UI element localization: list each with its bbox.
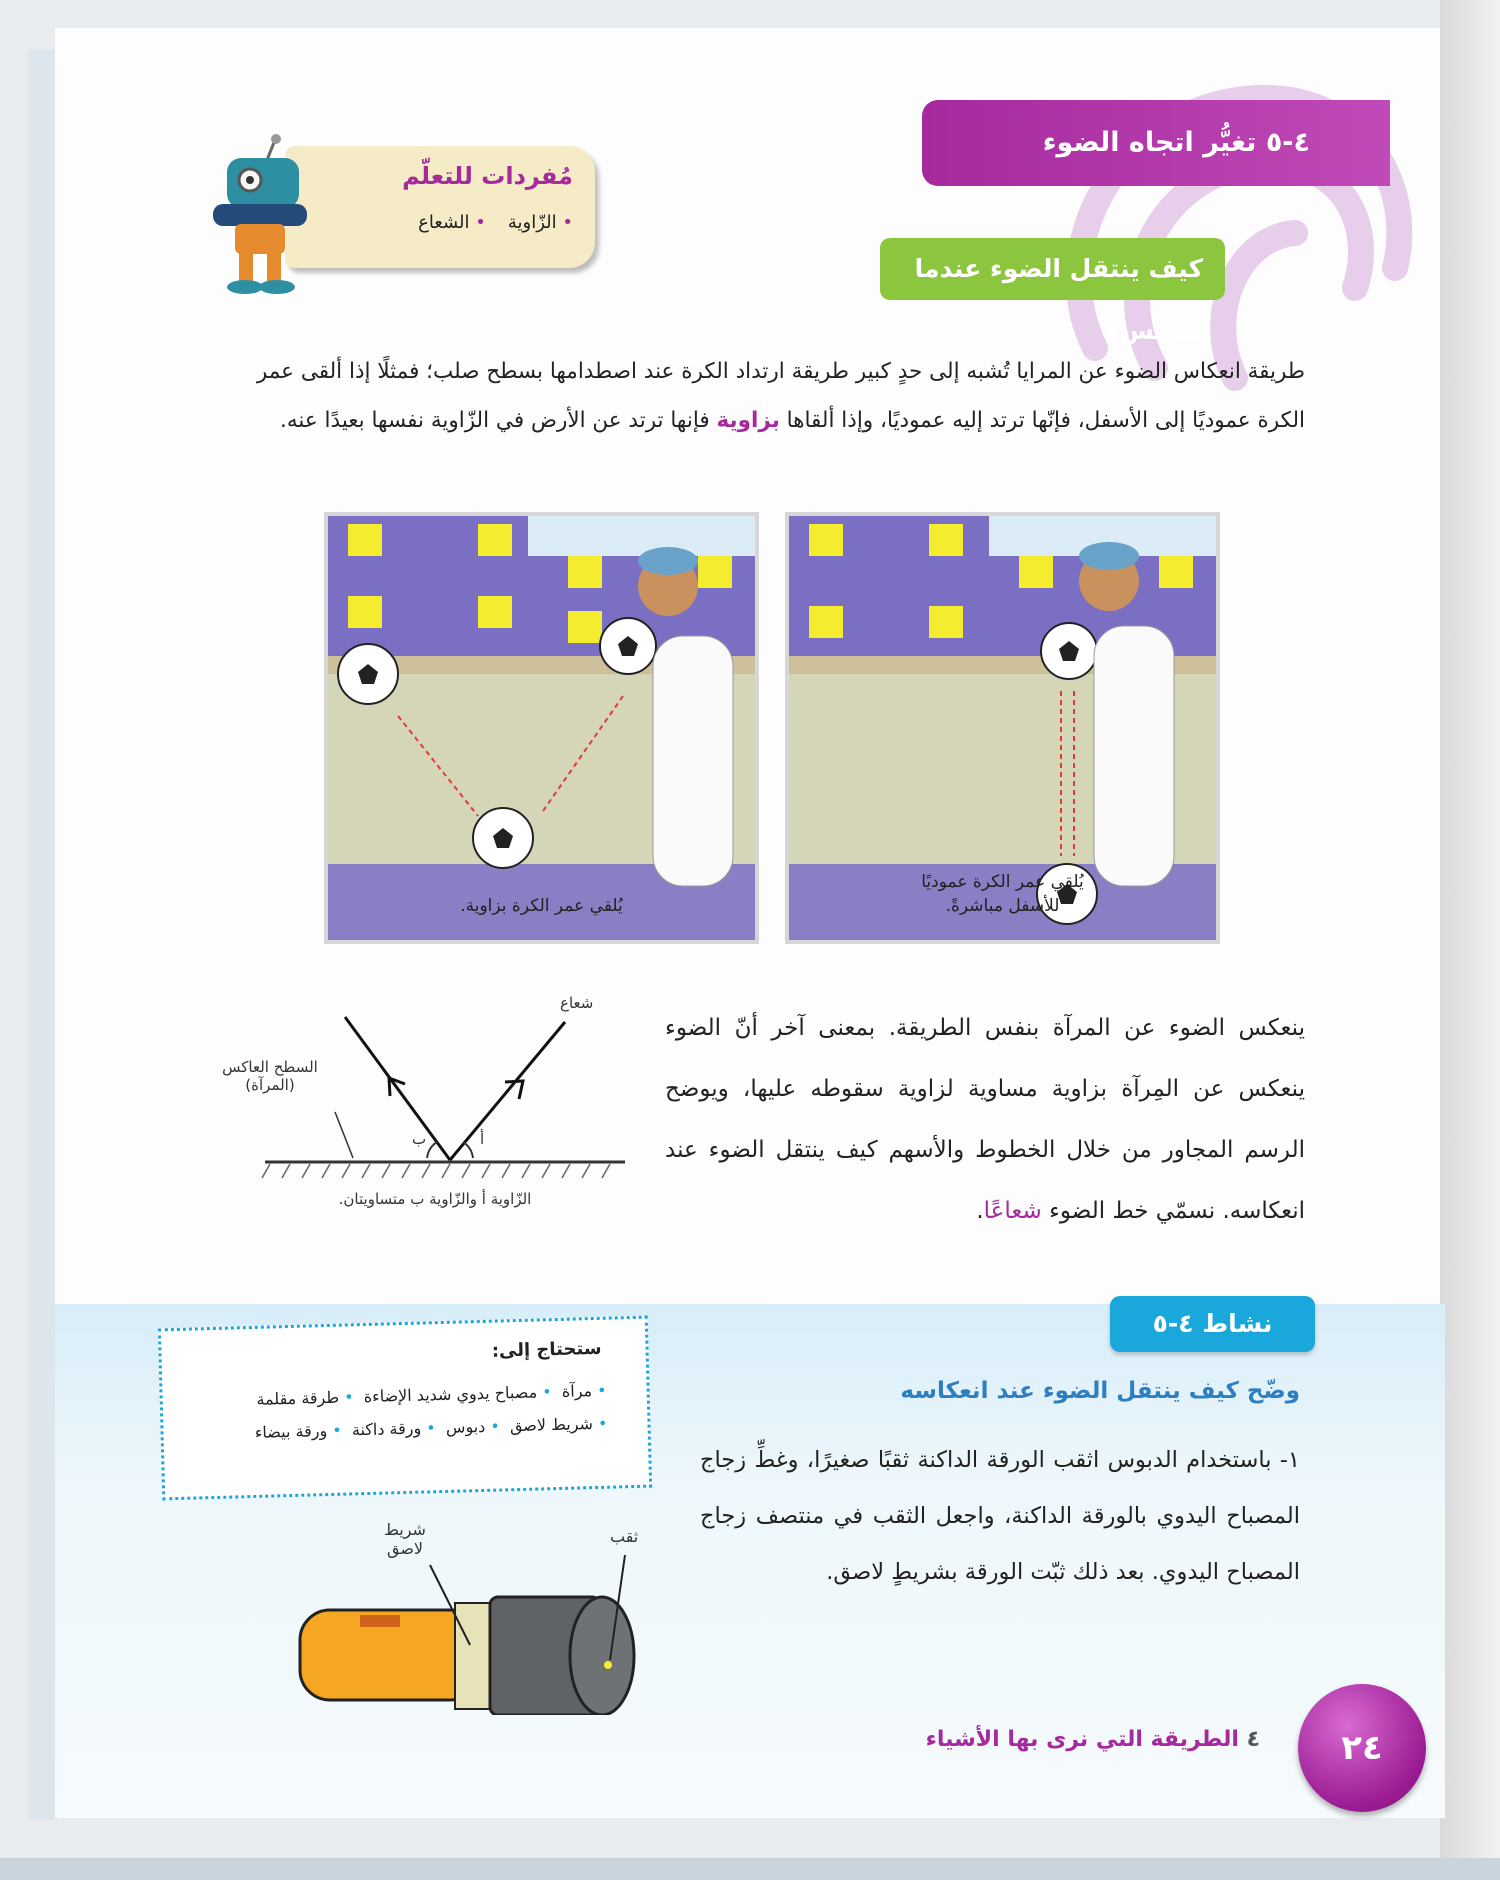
page-edge xyxy=(28,50,58,1820)
materials-list xyxy=(196,1374,608,1451)
section-title: ٤-٥ تغيُّر اتجاه الضوء xyxy=(922,100,1390,186)
material-item: • دبوس xyxy=(445,1416,501,1437)
materials-title: ستحتاج إلى: xyxy=(491,1337,602,1362)
page-number: ٢٤ xyxy=(1298,1684,1426,1812)
reflection-diagram xyxy=(205,982,635,1232)
activity-heading: وضّح كيف ينتقل الضوء عند انعكاسه xyxy=(900,1378,1300,1404)
material-item: • طرقة مقلمة xyxy=(256,1387,354,1409)
illustration-angle-throw xyxy=(324,512,759,944)
page-gutter xyxy=(1440,0,1500,1880)
panel-caption-angle: يُلقي عمر الكرة بزاوية. xyxy=(460,896,623,916)
vocab-title: مُفردات للتعلّم xyxy=(402,162,573,190)
ray-label: شعاع xyxy=(560,994,594,1012)
bottom-band xyxy=(0,1858,1500,1880)
materials-box xyxy=(158,1316,652,1501)
vocab-card xyxy=(285,146,595,268)
angle-a-label: أ xyxy=(480,1130,485,1148)
vocab-term: • الزّاوية xyxy=(507,212,573,233)
material-item: • شريط لاصق xyxy=(509,1413,608,1436)
material-item: • مرآة xyxy=(561,1380,607,1401)
material-item: • ورقة داكنة xyxy=(351,1418,436,1440)
surface-label: السطح العاكس (المرآة) xyxy=(222,1058,318,1094)
angle-b-label: ب xyxy=(412,1130,427,1148)
torch-illustration xyxy=(280,1515,700,1715)
vocab-term: • الشعاع xyxy=(418,212,486,233)
activity-step-1: ١- باستخدام الدبوس اثقب الورقة الداكنة ثقبًا صغيرًا، وغطِّ زجاج المصباح اليدوي بالورقة الداكنة، واجعل الثقب في منتصف زجاج المصباح اليدوي. بعد ذلك ثبّت الورقة بشريطٍ لاصق. xyxy=(700,1447,1300,1585)
panel-caption-vertical: يُلقي عمر الكرة عموديًا للأسفل مباشرةً. xyxy=(921,872,1084,916)
section-question: كيف ينتقل الضوء عندما ينعكس؟ xyxy=(880,238,1225,300)
intro-paragraph: طريقة انعكاس الضوء عن المرايا تُشبه إلى حدٍ كبير طريقة ارتداد الكرة عند اصطدامها بسطح صلب؛ فمثلًا إذا ألقى عمر الكرة عموديًا إلى الأسفل، فإنّها ترتد إليه عموديًا، وإذا ألقاها بزاوية فإنها ترتد عن الأرض في الزّاوية نفسها بعيدًا عنه. xyxy=(256,359,1305,433)
tape-label: شريط لاصق xyxy=(384,1520,426,1558)
illustration-vertical-throw xyxy=(785,512,1220,944)
keyword-ray: شعاعًا xyxy=(983,1198,1042,1224)
material-item: • مصباح يدوي شديد الإضاءة xyxy=(363,1382,552,1407)
reflection-paragraph: ينعكس الضوء عن المرآة بنفس الطريقة. بمعنى آخر أنّ الضوء ينعكس عن المِرآة بزاوية مساوية لزاوية سقوطه عليها، ويوضح الرسم المجاور من خلال الخطوط والأسهم كيف ينتقل الضوء عند انعكاسه. نسمّي خط الضوء شعاعًا. xyxy=(665,1015,1305,1224)
hole-label: ثقب xyxy=(610,1527,639,1546)
keyword-angle: بزاوية xyxy=(716,408,780,433)
robot-mascot xyxy=(205,132,315,302)
vocab-terms xyxy=(418,212,573,233)
unit-footer: ٤ الطريقة التي نرى بها الأشياء xyxy=(925,1727,1260,1752)
diagram-caption: الزّاوية أ والزّاوية ب متساويتان. xyxy=(338,1190,532,1208)
material-item: • ورقة بيضاء xyxy=(254,1420,342,1442)
activity-label: نشاط ٤-٥ xyxy=(1110,1296,1315,1352)
